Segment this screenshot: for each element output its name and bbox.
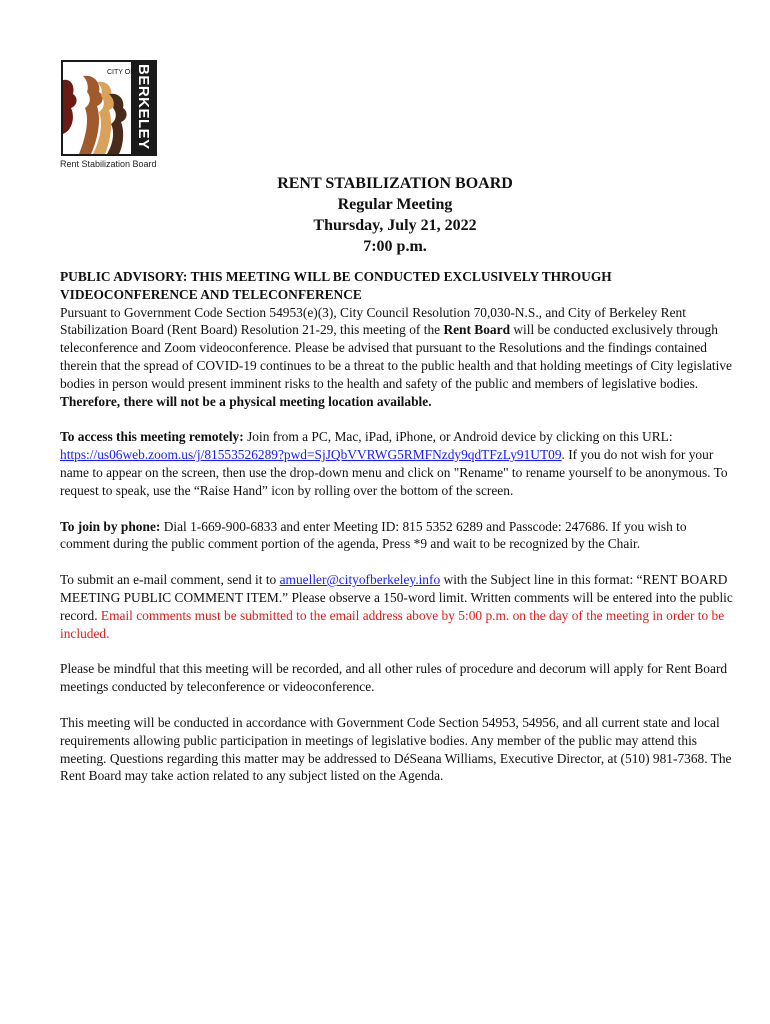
recording-paragraph: Please be mindful that this meeting will be recorded, and all other rules of procedure and decorum will apply for Rent Board meetings conducted by teleconference or videoconference. — [60, 661, 728, 695]
phone-paragraph — [60, 518, 735, 554]
remote-access-text-2: . If you do not wish for your name to appear on the screen, then use the drop-down menu and click on "Rename" to rename yourself to be anonymous. To request to speak, use the “Raise Hand” icon by rolling over the bottom of the screen. — [60, 447, 728, 498]
remote-access-paragraph — [60, 428, 735, 499]
advisory-no-location: Therefore, there will not be a physical meeting location available. — [60, 393, 432, 409]
city-of-berkeley-logo — [61, 60, 157, 156]
logo-berkeley: BERKELEY — [135, 64, 152, 150]
remote-access-label: To access this meeting remotely: — [60, 429, 244, 445]
compliance-paragraph: This meeting will be conducted in accordance with Government Code Section 54953, 54956, and all current state and local requirements allowing public participation in meetings of legislative bodies. Any member of the public may attend this meeting. Questions regarding this matter may be addressed to DéSeana Williams, Executive Director, at (510) 981-7368. The Rent Board may take action related to any subject listed on the Agenda. — [60, 714, 732, 784]
advisory-text-1: Pursuant to Government Code Section 54953(e)(3), City Council Resolution 70,030-N.S., and City of Berkeley Rent Stabilization Board (Rent Board) Resolution 21-29, this meeting of the — [60, 304, 686, 338]
meeting-time: 7:00 p.m. — [363, 238, 427, 255]
advisory-paragraph — [60, 268, 735, 410]
email-deadline-notice: Email comments must be submitted to the email address above by 5:00 p.m. on the day of the meeting in order to be included. — [60, 607, 725, 641]
phone-text: Dial 1-669-900-6833 and enter Meeting ID: 815 5352 6289 and Passcode: 247686. If you wish to comment during the public comment portion of the agenda, Press *9 and wait to be recognized by the Chair. — [60, 518, 687, 552]
zoom-meeting-link[interactable]: https://us06web.zoom.us/j/81553526289?pwd=SjJQbVVRWG5RMFNzdy9qdTFzLy91UT09 — [60, 447, 562, 463]
meeting-header — [0, 173, 770, 257]
document-body — [60, 268, 735, 803]
email-comment-paragraph — [60, 571, 735, 642]
logo-city-of: CITY OF — [107, 69, 135, 76]
meeting-date: Thursday, July 21, 2022 — [313, 217, 477, 234]
phone-label: To join by phone: — [60, 518, 161, 534]
remote-access-text-1: Join from a PC, Mac, iPad, iPhone, or Android device by clicking on this URL: — [243, 429, 673, 445]
meeting-type: Regular Meeting — [337, 196, 453, 213]
advisory-heading: PUBLIC ADVISORY: THIS MEETING WILL BE CONDUCTED EXCLUSIVELY THROUGH VIDEOCONFERENCE AND TELECONFERENCE — [60, 269, 612, 302]
board-title: RENT STABILIZATION BOARD — [277, 175, 513, 192]
logo-caption: Rent Stabilization Board — [60, 159, 157, 169]
advisory-rent-board: Rent Board — [443, 322, 511, 338]
email-text-2: with the Subject line in this format: “RENT BOARD MEETING PUBLIC COMMENT ITEM.” Please observe a 150-word limit. Written comments will be entered into the public record. — [60, 572, 733, 623]
email-address-link[interactable]: amueller@cityofberkeley.info — [279, 572, 441, 588]
advisory-text-2: will be conducted exclusively through teleconference and Zoom videoconference. Please be advised that pursuant to the Resolutions and the findings contained therein that the spread of COVID-19 continues to be a threat to the public health and that holding meetings of City legislative bodies in person would present imminent risks to the health and safety of the public and members of legislative bodies. — [60, 322, 732, 391]
email-text-1: To submit an e-mail comment, send it to — [60, 572, 280, 588]
